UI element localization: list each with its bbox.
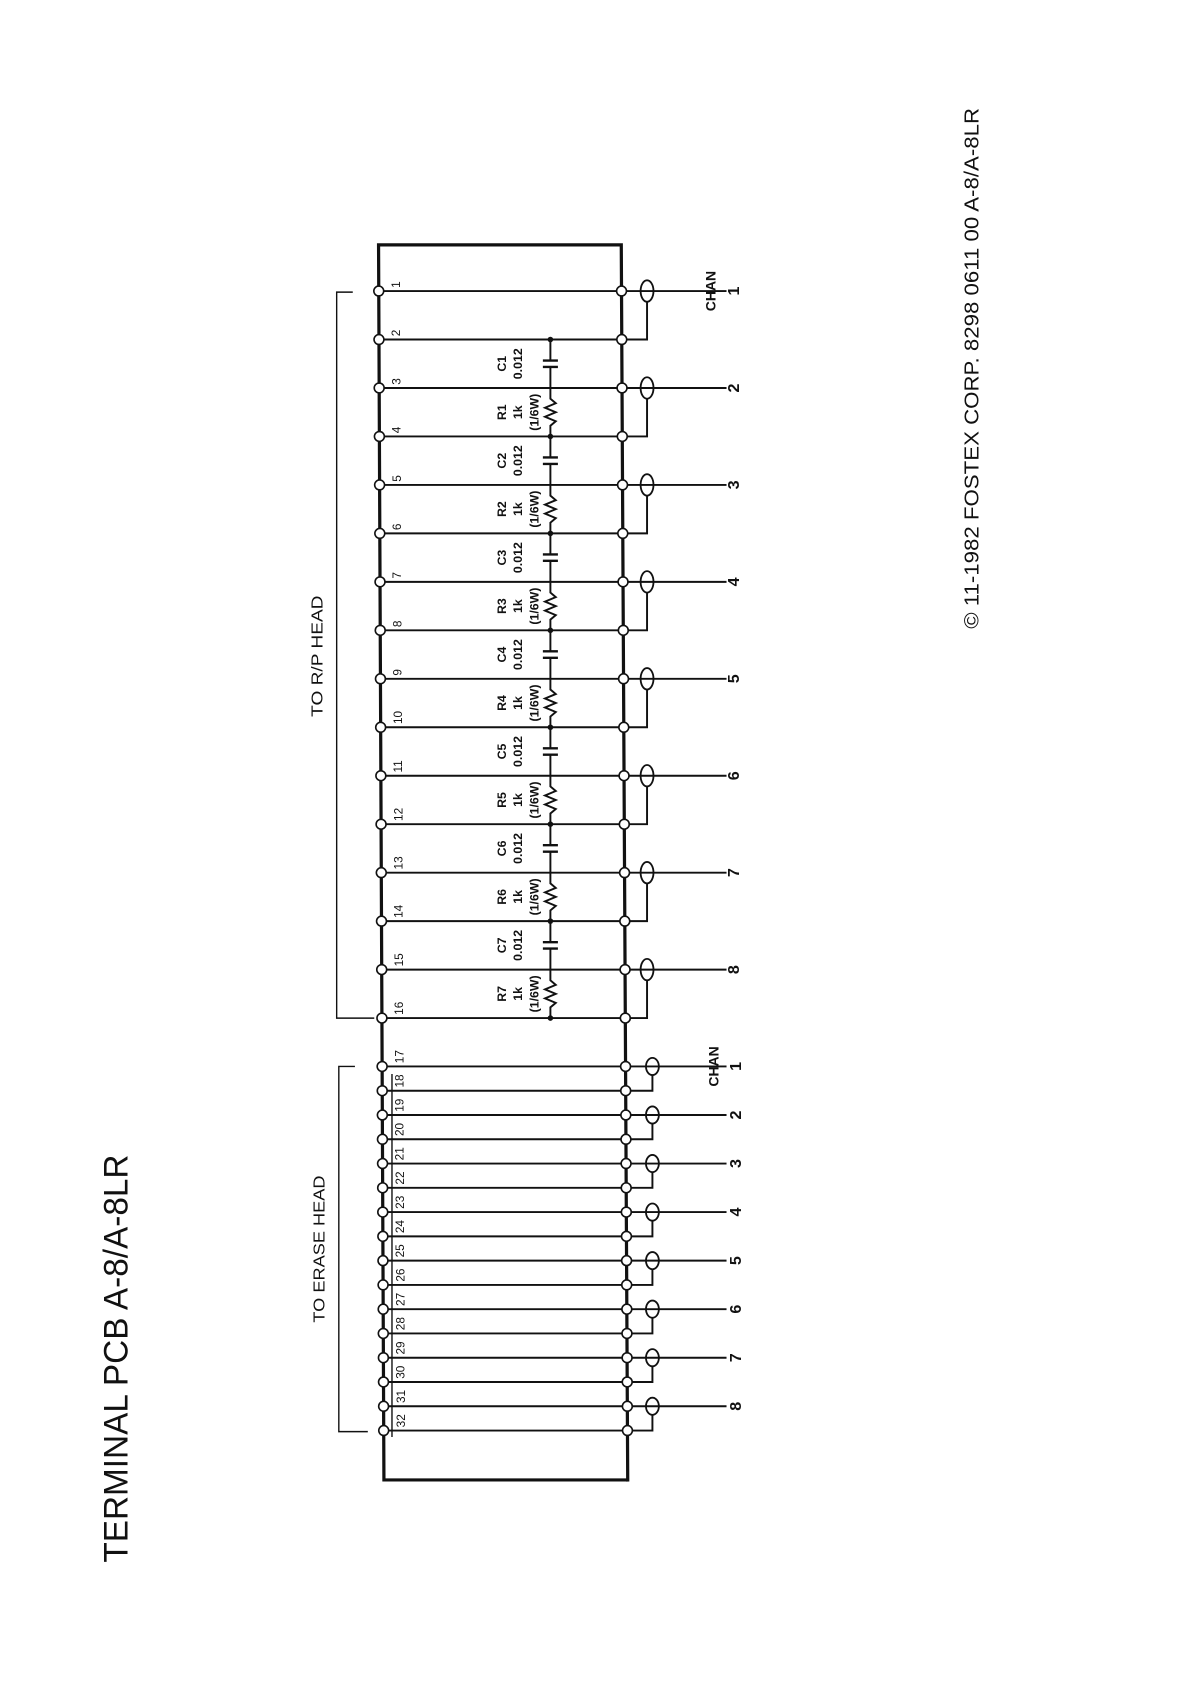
resistor-symbol [545,679,556,727]
component-ref-label: R3 [495,598,510,614]
component-ref-label: R2 [495,501,510,518]
component-rating-label: (1/6W) [527,393,542,431]
channel-number-label: 6 [725,771,744,781]
shield-ground-wire [623,593,647,631]
pin-number-label: 11 [391,760,406,773]
pin-terminal-left [378,1304,388,1314]
channel-number-label: 5 [727,1256,746,1266]
pin-terminal-right [621,1086,631,1096]
pin-number-label: 29 [393,1341,408,1355]
pin-number-label: 17 [392,1050,407,1064]
component-value-label: 1k [511,502,526,517]
pin-number-label: 2 [389,329,404,337]
pin-number-label: 19 [392,1098,407,1112]
junction-dot [548,1015,554,1021]
channel-number-label: 4 [727,1207,746,1217]
pin-number-label: 13 [391,856,406,870]
component-value-label: 0.012 [511,929,526,961]
pin-terminal-right [617,432,627,442]
capacitor-symbol [543,457,558,463]
pin-number-label: 32 [393,1414,408,1428]
pin-terminal-left [377,1110,387,1120]
channel-number-label: 5 [725,674,744,684]
pin-terminal-right [621,1159,631,1169]
component-value-label: 0.012 [511,639,526,671]
pin-terminal-left [375,480,385,490]
pin-number-label: 23 [392,1195,407,1209]
pin-terminal-right [622,1329,632,1339]
pcb-outline [379,245,628,1480]
pin-number-label: 4 [389,426,404,434]
pin-terminal-right [620,1013,630,1023]
pin-terminal-left [378,1159,388,1169]
pin-terminal-left [378,1353,388,1363]
capacitor-symbol [543,748,558,754]
pin-terminal-right [621,1134,631,1144]
component-value-label: 0.012 [511,736,526,767]
junction-dot [548,821,554,827]
pin-terminal-left [378,1329,388,1339]
pin-number-label: 30 [393,1365,408,1379]
junction-dot [548,628,554,634]
pin-terminal-right [619,819,629,829]
pin-number-label: 6 [389,523,404,531]
erase-head-bracket [339,1066,368,1431]
channel-number-label: 6 [727,1304,746,1314]
shield-ground-wire [622,302,647,340]
pin-terminal-right [622,1256,632,1266]
pin-terminal-right [617,383,627,393]
pin-terminal-left [379,1426,389,1436]
capacitor-symbol [543,651,558,657]
pin-number-label: 15 [391,953,406,967]
resistor-symbol [545,776,556,824]
pin-terminal-right [621,1062,631,1072]
pin-terminal-right [618,480,628,490]
pin-number-label: 9 [390,669,405,676]
pin-terminal-right [621,1110,631,1120]
component-value-label: 0.012 [511,348,526,380]
pin-terminal-right [622,1401,632,1411]
channel-prefix-label: CHAN [705,1046,722,1087]
capacitor-symbol [543,845,558,851]
pin-number-label: 8 [390,620,405,628]
channel-number-label: 8 [727,1401,746,1411]
diagram-title: TERMINAL PCB A-8/A-8LR [97,1141,136,1563]
component-rating-label: (1/6W) [527,490,542,528]
resistor-symbol [545,388,556,436]
component-value-label: 1k [511,890,526,904]
pin-number-label: 25 [393,1244,408,1258]
shield-ground-wire [624,786,647,824]
pin-terminal-right [617,286,627,296]
component-ref-label: C3 [495,549,510,566]
channel-number-label: 7 [725,868,744,878]
pin-number-label: 1 [388,281,403,288]
component-ref-label: C4 [495,646,510,663]
component-value-label: 1k [511,986,526,1001]
component-ref-label: C2 [495,452,510,469]
junction-dot [548,531,554,537]
pin-terminal-left [375,577,385,587]
channel-number-label: 3 [725,480,744,490]
pin-terminal-left [374,335,384,345]
pin-terminal-right [620,965,630,975]
component-value-label: 1k [511,405,526,420]
component-value-label: 0.012 [511,542,526,574]
shield-ground-wire [624,690,647,728]
shield-ground-wire [625,883,647,921]
pin-terminal-left [377,1062,387,1072]
component-rating-label: (1/6W) [527,975,542,1013]
component-ref-label: C1 [495,355,510,372]
pin-terminal-left [379,1401,389,1411]
shield-ground-wire [622,399,647,437]
pin-number-label: 5 [389,475,404,482]
channel-number-label: 1 [725,286,744,296]
pin-terminal-left [377,916,387,926]
component-value-label: 1k [511,599,526,613]
shield-ground-wire [625,980,647,1018]
junction-dot [548,724,554,730]
channel-number-label: 2 [727,1110,746,1120]
pin-terminal-right [622,1231,632,1241]
component-value-label: 0.012 [511,445,526,477]
pin-terminal-right [617,335,627,345]
pin-terminal-right [620,868,630,878]
component-rating-label: (1/6W) [527,781,542,819]
erase-head-label: TO ERASE HEAD [310,1192,329,1323]
pin-terminal-right [619,771,629,781]
pin-terminal-right [621,1207,631,1217]
channel-number-label: 2 [725,383,744,393]
resistor-symbol [545,873,556,921]
channel-prefix-label: CHAN [702,270,719,312]
pin-terminal-left [376,771,386,781]
capacitor-symbol [543,554,558,560]
channel-number-label: 8 [725,965,744,975]
label-layer [389,271,745,1427]
pin-terminal-left [378,1207,388,1217]
pin-terminal-right [622,1304,632,1314]
pin-number-label: 31 [393,1389,408,1404]
component-ref-label: R4 [495,695,510,711]
pin-terminal-left [376,722,386,732]
component-rating-label: (1/6W) [527,684,542,722]
pin-number-label: 3 [389,378,404,385]
pin-terminal-right [623,1426,633,1436]
component-rating-label: (1/6W) [527,878,542,916]
pin-terminal-left [374,383,384,393]
pin-number-label: 18 [392,1074,407,1088]
pin-terminal-left [375,528,385,538]
channel-number-label: 3 [727,1159,746,1169]
pin-number-label: 22 [392,1171,407,1185]
resistor-symbol [545,582,556,630]
pin-number-label: 21 [392,1147,407,1161]
pin-terminal-right [618,625,628,635]
pin-number-label: 24 [393,1220,408,1234]
rp-head-bracket [337,292,375,1018]
capacitor-symbol [543,942,558,948]
pin-terminal-left [378,1134,388,1144]
component-ref-label: R5 [495,792,510,808]
pin-terminal-left [378,1231,388,1241]
channel-number-label: 7 [727,1353,746,1363]
pin-number-label: 7 [390,572,405,579]
pin-number-label: 26 [393,1268,408,1282]
pin-terminal-left [374,286,384,296]
junction-dot [548,918,554,924]
component-value-label: 1k [511,696,526,710]
pin-number-label: 10 [390,710,405,725]
junction-dot [548,434,554,440]
pin-terminal-left [375,625,385,635]
pin-terminal-left [374,432,384,442]
pin-terminal-right [618,577,628,587]
pin-number-label: 20 [392,1122,407,1137]
shield-ground-wire [623,496,647,534]
component-ref-label: R1 [495,404,510,421]
channel-number-label: 1 [727,1061,746,1071]
pin-terminal-right [619,722,629,732]
component-ref-label: C5 [495,743,510,760]
copyright-notice: © 11-1982 FOSTEX CORP. 8298 0611 00 A-8/A-8LR [961,151,984,629]
pin-terminal-left [376,868,386,878]
pin-terminal-left [378,1280,388,1290]
pin-terminal-right [620,916,630,926]
pin-terminal-right [622,1353,632,1363]
pin-terminal-left [376,674,386,684]
pin-number-label: 28 [393,1317,408,1331]
pin-terminal-left [378,1183,388,1193]
pin-terminal-left [377,1013,387,1023]
component-ref-label: R7 [495,985,510,1002]
component-ref-label: C6 [495,840,510,857]
pin-terminal-right [622,1377,632,1387]
component-rating-label: (1/6W) [527,587,542,625]
component-value-label: 0.012 [511,832,526,864]
junction-dot [548,337,554,343]
pin-terminal-left [376,819,386,829]
pin-number-label: 14 [391,904,406,918]
pin-number-label: 27 [393,1292,408,1306]
pin-number-label: 16 [392,1001,407,1015]
wiring-layer [379,280,727,1430]
resistor-symbol [545,485,556,533]
pin-terminal-left [377,1086,387,1096]
pin-terminal-left [379,1377,389,1387]
pin-terminal-left [378,1256,388,1266]
pin-terminal-right [619,674,629,684]
resistor-symbol [545,970,556,1018]
pin-terminal-right [618,528,628,538]
capacitor-symbol [543,361,558,367]
pin-terminal-right [621,1183,631,1193]
pin-terminal-left [377,965,387,975]
component-value-label: 1k [511,793,526,807]
component-ref-label: C7 [495,937,510,954]
component-ref-label: R6 [495,889,510,905]
pin-number-label: 12 [391,807,406,821]
pin-terminal-right [622,1280,632,1290]
rp-head-label: TO R/P HEAD [308,614,327,717]
channel-number-label: 4 [725,577,744,587]
